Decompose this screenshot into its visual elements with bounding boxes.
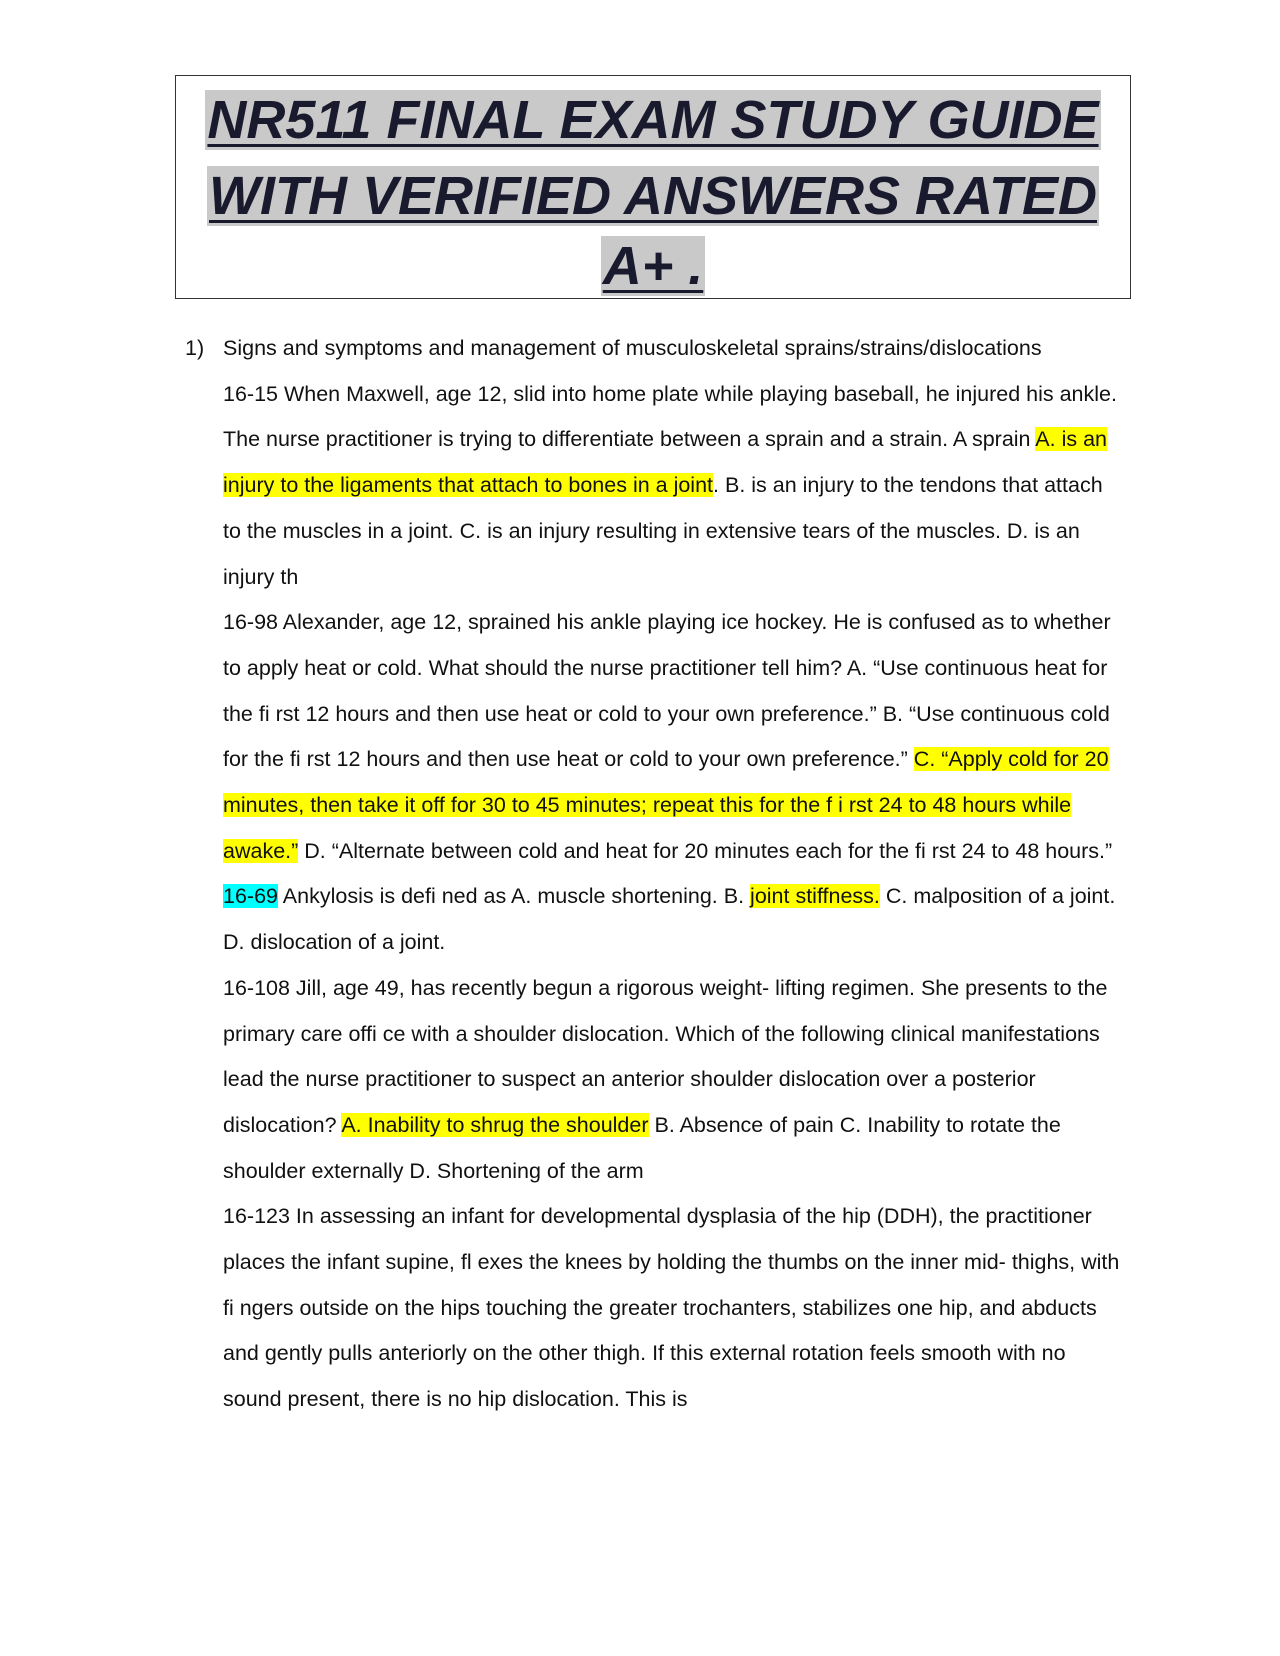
title-line-3-text: A+ .	[602, 236, 704, 296]
title-box	[175, 75, 1131, 299]
question-list	[185, 326, 1125, 1423]
question-text: C. malposition of a joint. D. dislocation of a joint.	[223, 884, 1116, 955]
question-text: D. “Alternate between cold and heat for 20 minutes each for the fi rst 24 to 48 hours.”	[298, 838, 1113, 863]
highlighted-question-number: 16-69	[223, 884, 278, 909]
question-text: 16-15 When Maxwell, age 12, slid into home plate while playing baseball, he injured his ankle. The nurse practitioner is trying to differentiate between a sprain and a strain. A sprain	[223, 381, 1117, 452]
title-line-2-text: WITH VERIFIED ANSWERS RATED	[209, 166, 1097, 226]
title-line-3	[176, 234, 1130, 298]
list-item-number: 1)	[185, 336, 205, 360]
highlighted-answer: A. is an injury to the ligaments that attach to bones in a joint	[223, 427, 1107, 498]
question-text: 16-98 Alexander, age 12, sprained his ankle playing ice hockey. He is confused as to whether to apply heat or cold. What should the nurse practitioner tell him? A. “Use continuous heat for the fi rst 12 hours and then use heat or cold to your own preference.” B. “Use continuous cold for the fi rst 12 hours and then use heat or cold to your own preference.”	[223, 610, 1111, 772]
topic-heading: Signs and symptoms and management of musculoskeletal sprains/strains/dislocations	[223, 336, 1042, 360]
question-16-69	[223, 874, 1125, 965]
highlighted-answer: A. Inability to shrug the shoulder	[341, 1112, 649, 1137]
highlighted-answer: C. “Apply cold for 20 minutes, then take it off for 30 to 45 minutes; repeat this for the f i rst 24 to 48 hours while awake.”	[223, 747, 1109, 863]
question-16-98	[223, 600, 1125, 874]
question-text: . B. is an injury to the tendons that attach to the muscles in a joint. C. is an injury resulting in extensive tears of the muscles. D. is an injury th	[223, 473, 1103, 589]
highlighted-answer: joint stiffness.	[750, 884, 880, 909]
question-text: 16-108 Jill, age 49, has recently begun a rigorous weight- lifting regimen. She presents to the primary care offi ce with a shoulder dislocation. Which of the following clinical manifestations lead the nurse practitioner to suspect an anterior shoulder dislocation over a posterior dislocation?	[223, 975, 1108, 1137]
question-16-108	[223, 966, 1125, 1195]
list-item-body	[223, 326, 1125, 1423]
question-text: Ankylosis is defi ned as A. muscle shortening. B.	[278, 884, 751, 909]
title-line-1	[176, 88, 1130, 152]
question-16-123: 16-123 In assessing an infant for developmental dysplasia of the hip (DDH), the practitioner places the infant supine, fl exes the knees by holding the thumbs on the inner mid- thighs, with fi ngers outside on the hips touching the greater trochanters, stabilizes one hip, and abducts and gently pulls anteriorly on the other thigh. If this external rotation feels smooth with no sound present, there is no hip dislocation. This is	[223, 1204, 1120, 1412]
title-line-1-text: NR511 FINAL EXAM STUDY GUIDE	[207, 90, 1099, 150]
title-line-2	[176, 164, 1130, 228]
question-text: B. Absence of pain C. Inability to rotate the shoulder externally D. Shortening of the arm	[223, 1112, 1061, 1183]
question-16-15	[223, 372, 1125, 601]
